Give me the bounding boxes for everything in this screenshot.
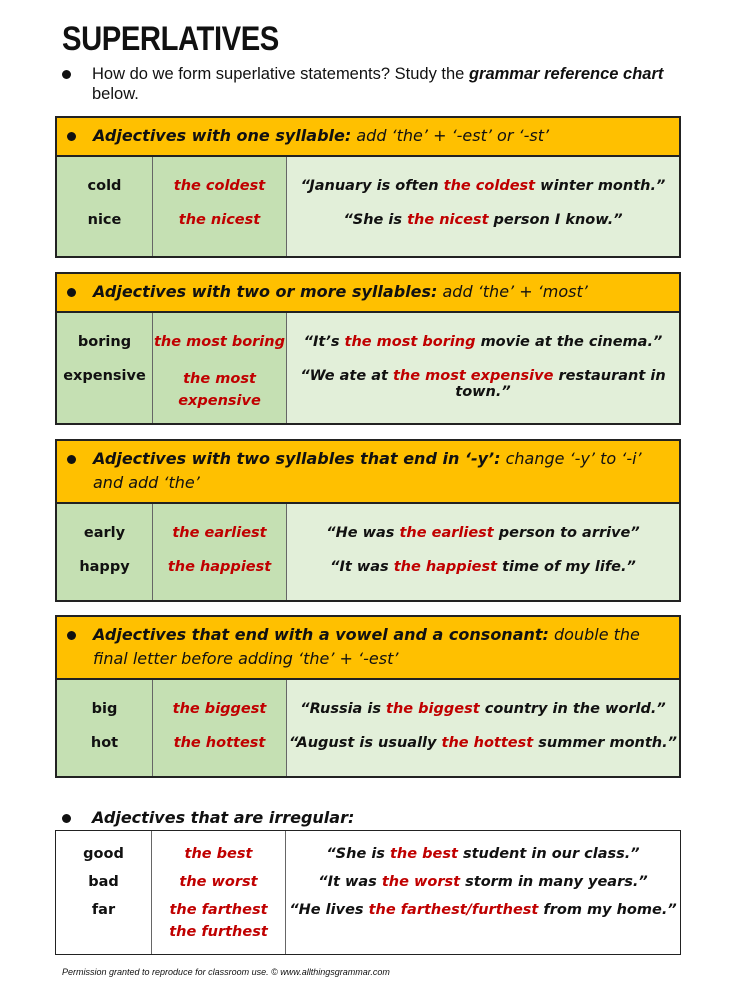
irregular-table [55, 830, 681, 955]
intro-emphasis: grammar reference chart [468, 65, 664, 83]
bullet-icon [67, 288, 76, 297]
example-text: person to arrive” [493, 525, 640, 541]
section-one-syllable [55, 116, 681, 258]
intro-text [92, 64, 702, 104]
example-text: person I know.” [488, 212, 623, 228]
adjective: cold [87, 178, 122, 194]
adjective: happy [79, 559, 130, 575]
adjective: early [83, 525, 126, 541]
example-sentence [287, 559, 679, 575]
example-column [287, 313, 679, 423]
section-two-syllables [55, 272, 681, 425]
intro-after: below. [92, 85, 139, 103]
header-rule: change ‘-y’ to ‘-i’ and add ‘the’ [93, 449, 642, 492]
section-ending-y [55, 439, 681, 602]
example-column [287, 680, 679, 776]
superlative-column [153, 157, 287, 256]
section-header [57, 617, 679, 680]
superlative: the coldest [173, 178, 266, 194]
superlative: the happiest [167, 559, 272, 575]
superlative: the earliest [172, 525, 267, 541]
section-header [57, 118, 679, 157]
example-highlight: the nicest [407, 212, 489, 228]
superlative-column [153, 313, 287, 423]
example-highlight: the biggest [386, 701, 480, 717]
section-rows [57, 313, 679, 423]
example-column [286, 831, 680, 954]
bullet-icon [62, 70, 71, 79]
header-bold: Adjectives with two syllables that end in ‘-y’: [93, 449, 501, 468]
header-bold: Adjectives with one syllable: [93, 126, 352, 145]
adjective: good [83, 846, 124, 862]
example-text: time of my life.” [497, 559, 636, 575]
example-text: summer month.” [533, 735, 677, 751]
example-column [287, 157, 679, 256]
section-vowel-consonant [55, 615, 681, 778]
section-header [57, 274, 679, 313]
example-sentence [287, 525, 679, 559]
example-highlight: the most expensive [392, 368, 554, 384]
header-rule: add ‘the’ + ‘most’ [437, 282, 588, 301]
example-highlight: the worst [381, 874, 461, 890]
adjective: boring [77, 334, 132, 350]
example-text: “Russia is [300, 701, 387, 717]
superlative-column [152, 831, 286, 954]
section-header [57, 441, 679, 504]
irregular-header [62, 806, 354, 830]
example-text: country in the world.” [479, 701, 666, 717]
example-text: storm in many years.” [460, 874, 648, 890]
bullet-icon [62, 814, 71, 823]
example-highlight: the hottest [441, 735, 534, 751]
example-sentence [286, 902, 680, 918]
example-highlight: the farthest/furthest [368, 902, 539, 918]
example-text: “She is [326, 846, 390, 862]
example-sentence [286, 874, 680, 902]
adjective-column [56, 831, 152, 954]
example-sentence [286, 846, 680, 874]
adjective-column [57, 504, 153, 600]
adjective: far [91, 902, 116, 918]
superlative: the most expensive [178, 371, 261, 409]
superlative: the nicest [178, 212, 261, 228]
copyright-footer: Permission granted to reproduce for classroom use. © www.allthingsgrammar.com [62, 967, 390, 977]
adjective-column [57, 680, 153, 776]
adjective: bad [88, 874, 119, 890]
superlative-column [153, 504, 287, 600]
irregular-title: Adjectives that are irregular: [92, 808, 355, 827]
superlative: the farthest [169, 902, 268, 918]
example-text: “He lives [289, 902, 369, 918]
example-text: “January is often [300, 178, 444, 194]
example-sentence [287, 735, 679, 751]
example-text: “August is usually [289, 735, 442, 751]
header-bold: Adjectives that end with a vowel and a consonant: [93, 625, 549, 644]
example-text: “It was [330, 559, 394, 575]
superlative: the hottest [173, 735, 266, 751]
example-text: student in our class.” [457, 846, 640, 862]
bullet-icon [67, 631, 76, 640]
example-text: “He was [326, 525, 400, 541]
example-highlight: the coldest [443, 178, 536, 194]
superlative-column [153, 680, 287, 776]
adjective: hot [90, 735, 119, 751]
superlative: the most boring [154, 334, 285, 350]
intro-before: How do we form superlative statements? Study the [92, 65, 469, 83]
page-title: SUPERLATIVES [62, 20, 279, 58]
superlative: the worst [179, 874, 258, 890]
adjective: big [91, 701, 118, 717]
example-text: from my home.” [538, 902, 677, 918]
adjective: expensive [63, 368, 146, 384]
section-rows [57, 157, 679, 256]
section-rows [57, 504, 679, 600]
example-text: restaurant in town.” [455, 368, 666, 400]
adjective-column [57, 313, 153, 423]
example-highlight: the earliest [399, 525, 494, 541]
header-bold: Adjectives with two or more syllables: [93, 282, 438, 301]
example-column [287, 504, 679, 600]
superlative-alt: the furthest [169, 924, 268, 940]
adjective-column [57, 157, 153, 256]
bullet-icon [67, 455, 76, 464]
example-sentence [287, 212, 679, 228]
example-text: “It was [318, 874, 382, 890]
example-text: movie at the cinema.” [475, 334, 663, 350]
example-highlight: the best [389, 846, 458, 862]
bullet-icon [67, 132, 76, 141]
example-highlight: the happiest [393, 559, 498, 575]
example-sentence [287, 334, 679, 368]
example-text: “It’s [303, 334, 345, 350]
example-text: “We ate at [300, 368, 393, 384]
section-rows [57, 680, 679, 776]
intro [62, 64, 702, 104]
superlative: the biggest [172, 701, 267, 717]
example-sentence [287, 178, 679, 212]
header-rule: add ‘the’ + ‘-est’ or ‘-st’ [351, 126, 550, 145]
example-text: winter month.” [535, 178, 666, 194]
example-highlight: the most boring [344, 334, 476, 350]
example-sentence [287, 701, 679, 735]
adjective: nice [87, 212, 122, 228]
example-text: “She is [343, 212, 408, 228]
superlative: the best [184, 846, 253, 862]
example-sentence [287, 368, 679, 400]
header-rule: double the final letter before adding ‘the’ + ‘-est’ [93, 625, 640, 668]
